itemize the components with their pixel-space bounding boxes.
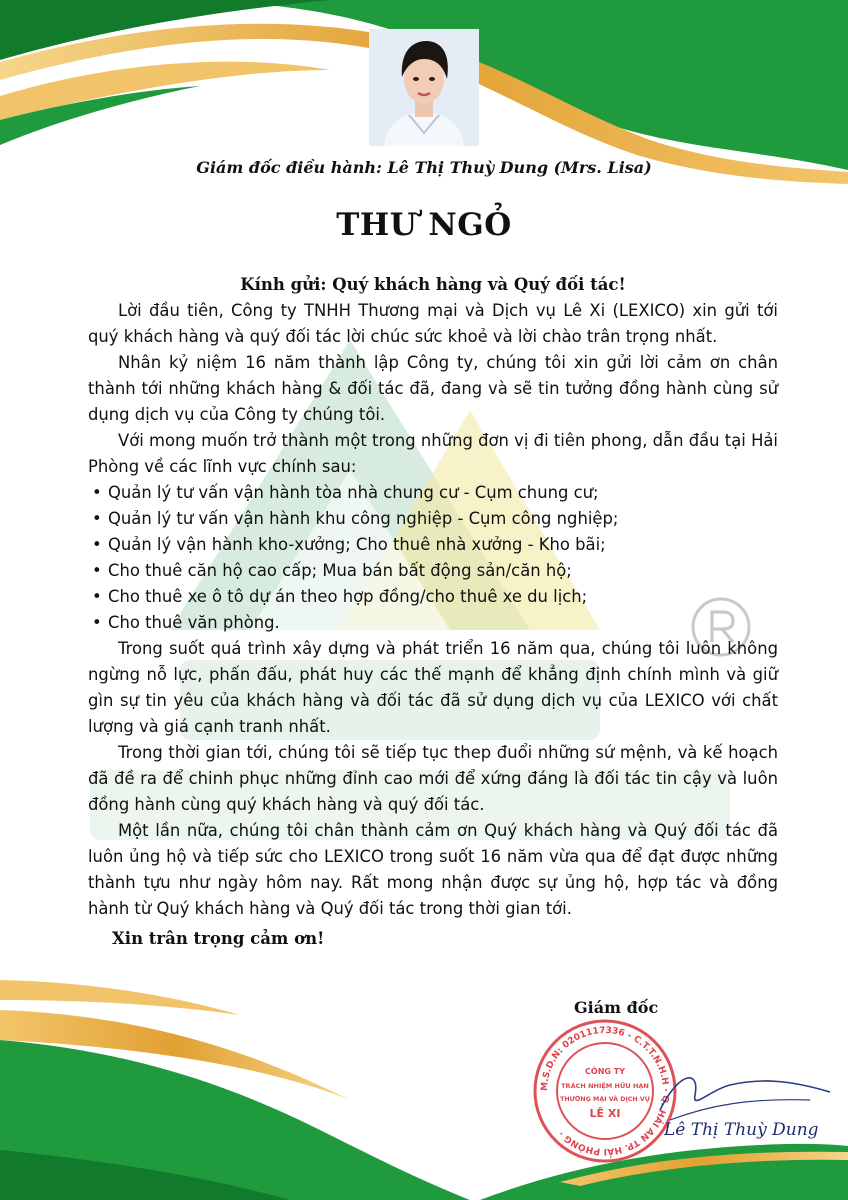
list-item: • Quản lý tư vấn vận hành tòa nhà chung cư - Cụm chung cư; xyxy=(108,480,778,506)
paragraph-intro: Lời đầu tiên, Công ty TNHH Thương mại và Dịch vụ Lê Xi (LEXICO) xin gửi tới quý khách hàng và quý đối tác lời chúc sức khoẻ và lời chào trân trọng nhất. xyxy=(88,301,778,346)
signature-name: Lê Thị Thuỳ Dung xyxy=(664,1120,819,1140)
svg-text:THƯƠNG MẠI VÀ DỊCH VỤ: THƯƠNG MẠI VÀ DỊCH VỤ xyxy=(560,1096,650,1103)
director-photo xyxy=(369,29,479,146)
paragraph-thanks: Một lần nữa, chúng tôi chân thành cảm ơn Quý khách hàng và Quý đối tác đã luôn ủng hộ và tiếp sức cho LEXICO trong suốt 16 năm vừa qua để đạt được những thành tựu như ngày hôm nay. Rất mong nhận được sự ủng hộ, hợp tác và đồng hành từ Quý khách hàng và Quý đối tác trong thời gian tới. xyxy=(88,821,778,918)
list-item: • Cho thuê xe ô tô dự án theo hợp đồng/cho thuê xe du lịch; xyxy=(108,584,778,610)
svg-text:M.S.D.N: 0201117336 - C.T.T.N.: M.S.D.N: 0201117336 - C.T.T.N.H.H · Q. HẢI AN TP. HẢI PHÒNG · xyxy=(539,1025,671,1157)
letter-greeting: Kính gửi: Quý khách hàng và Quý đối tác! xyxy=(240,275,626,294)
business-fields-list xyxy=(88,480,778,636)
letter-closing: Xin trân trọng cảm ơn! xyxy=(112,929,325,948)
signature-title: Giám đốc xyxy=(574,998,659,1017)
list-item: • Cho thuê văn phòng. xyxy=(108,610,778,636)
signature-flourish-icon xyxy=(640,1050,840,1130)
list-item: • Cho thuê căn hộ cao cấp; Mua bán bất động sản/căn hộ; xyxy=(108,558,778,584)
paragraph-history: Trong suốt quá trình xây dựng và phát triển 16 năm qua, chúng tôi luôn không ngừng nỗ lực, phấn đấu, phát huy các thế mạnh để khẳng định chính mình và giữ gìn sự tin yêu của khách hàng và đối tác đã sử dụng dịch vụ của LEXICO với chất lượng và giá cạnh tranh nhất. xyxy=(88,639,778,736)
letter-body xyxy=(88,272,778,952)
list-item: • Quản lý vận hành kho-xưởng; Cho thuê nhà xưởng - Kho bãi; xyxy=(108,532,778,558)
director-caption: Giám đốc điều hành: Lê Thị Thuỳ Dung (Mrs. Lisa) xyxy=(196,158,652,177)
svg-text:TRÁCH NHIỆM HỮU HẠN: TRÁCH NHIỆM HỮU HẠN xyxy=(561,1082,649,1090)
paragraph-fields-intro: Với mong muốn trở thành một trong những đơn vị đi tiên phong, dẫn đầu tại Hải Phòng về các lĩnh vực chính sau: xyxy=(88,431,778,476)
list-item: • Quản lý tư vấn vận hành khu công nghiệp - Cụm công nghiệp; xyxy=(108,506,778,532)
letter-title: THƯ NGỎ xyxy=(336,207,512,243)
paragraph-future: Trong thời gian tới, chúng tôi sẽ tiếp tục thep đuổi những sứ mệnh, và kế hoạch đã đề ra để chinh phục những đỉnh cao mới để xứng đáng là đối tác tin cậy và luôn đồng hành cùng quý khách hàng và quý đối tác. xyxy=(88,743,778,814)
portrait-image xyxy=(369,29,479,146)
paragraph-anniversary: Nhân kỷ niệm 16 năm thành lập Công ty, chúng tôi xin gửi lời cảm ơn chân thành tới những khách hàng & đối tác đã, đang và sẽ tin tưởng đồng hành cùng sử dụng dịch vụ của Công ty chúng tôi. xyxy=(88,353,778,424)
svg-text:CÔNG TY: CÔNG TY xyxy=(585,1067,625,1076)
svg-text:LÊ XI: LÊ XI xyxy=(589,1107,621,1120)
